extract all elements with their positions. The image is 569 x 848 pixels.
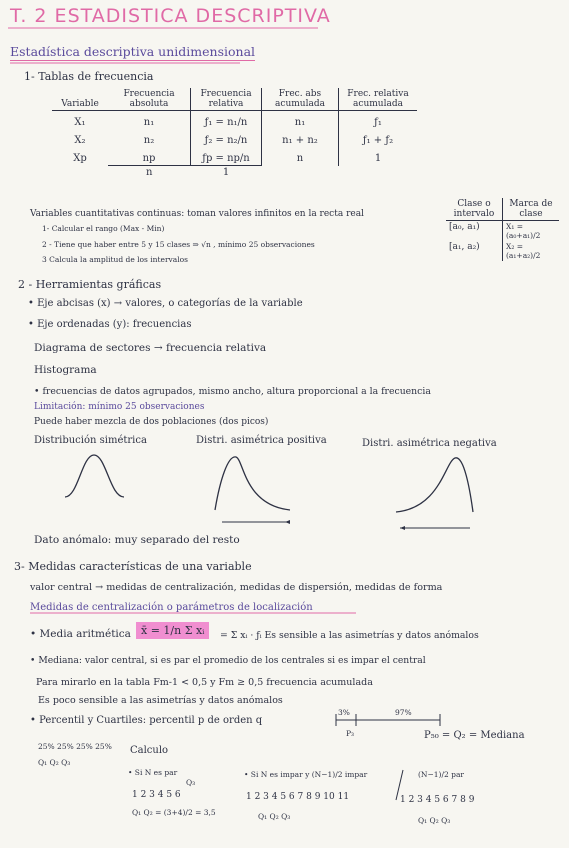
mediana-line: Es poco sensible a las asimetrías y datos anómalos bbox=[38, 695, 283, 706]
media-formula: x̄ = 1/n Σ xᵢ bbox=[136, 622, 209, 639]
quartile-percentages: 25% 25% 25% 25% bbox=[38, 742, 112, 751]
case-par-q3: Q₃ bbox=[186, 778, 196, 787]
section-2-title: 2 - Herramientas gráficas bbox=[18, 278, 162, 291]
negative-skew-curve bbox=[396, 458, 473, 512]
tool-item: Puede haber mezcla de dos poblaciones (dos picos) bbox=[34, 417, 269, 427]
col-header: Frecuencia relativa bbox=[191, 88, 262, 111]
tool-item: Limitación: mínimo 25 observaciones bbox=[34, 402, 205, 412]
case-impar-seq: 1 2 3 4 5 6 7 8 9 10 11 bbox=[246, 792, 350, 802]
cell: n₁ bbox=[143, 117, 155, 128]
case-impar2-seq: 1 2 3 4 5 6 7 8 9 bbox=[400, 795, 475, 805]
col-header: Frecuencia absoluta bbox=[108, 88, 191, 111]
cell: n bbox=[146, 167, 153, 178]
cell: [a₀, a₁) bbox=[449, 222, 480, 232]
step: 1- Calcular el rango (Max - Min) bbox=[42, 224, 165, 233]
mediana-line: • Mediana: valor central, si es par el promedio de los centrales si es impar el central bbox=[30, 655, 426, 666]
cell: n bbox=[262, 147, 339, 166]
case-par-title: • Si N es par bbox=[128, 768, 178, 777]
tool-item: Diagrama de sectores → frecuencia relativa bbox=[34, 342, 267, 354]
table-row bbox=[52, 129, 417, 147]
class-interval-table bbox=[446, 198, 559, 261]
dist-label: Distri. asimétrica positiva bbox=[196, 435, 327, 446]
cell: 1 bbox=[222, 167, 230, 178]
case-impar-q: Q₁ Q₂ Q₃ bbox=[258, 812, 291, 821]
step: 3 Calcula la amplitud de los intervalos bbox=[42, 255, 189, 264]
positive-skew-curve bbox=[215, 457, 290, 510]
tool-item: • Eje ordenadas (y): frecuencias bbox=[28, 319, 192, 330]
cell: 1 bbox=[339, 147, 418, 166]
cell: Xp bbox=[73, 153, 87, 165]
mediana-line: Para mirarlo en la tabla Fm-1 < 0,5 y Fm ≥ 0,5 frecuencia acumulada bbox=[36, 677, 373, 688]
media-label: • Media aritmética bbox=[30, 628, 131, 640]
variables-line: Variables cuantitativas continuas: toman valores infinitos en la recta real bbox=[30, 209, 364, 219]
frequency-table bbox=[52, 88, 417, 179]
percentil-line: • Percentil y Cuartiles: percentil p de orden q bbox=[30, 715, 263, 726]
tool-item: • frecuencias de datos agrupados, mismo ancho, altura proporcional a la frecuencia bbox=[34, 386, 431, 397]
tool-item: • Eje abcisas (x) → valores, o categorías de la variable bbox=[28, 298, 303, 309]
section-3-line: valor central → medidas de centralización, medidas de dispersión, medidas de forma bbox=[30, 582, 443, 593]
dist-label: Distri. asimétrica negativa bbox=[362, 438, 497, 449]
case-par-q: Q₁ Q₂ = (3+4)/2 = 3,5 bbox=[132, 808, 216, 817]
cell: n₁ + n₂ bbox=[262, 129, 339, 147]
cell bbox=[262, 166, 339, 180]
table-row bbox=[52, 111, 417, 130]
quartile-labels: Q₁ Q₂ Q₃ bbox=[38, 758, 71, 767]
symmetric-curve bbox=[65, 455, 124, 497]
dist-label: Distribución simétrica bbox=[34, 435, 147, 446]
case-impar-title: • Si N es impar y (N−1)/2 impar bbox=[244, 770, 368, 779]
cell: ƒp = np/n bbox=[191, 147, 262, 166]
cell: ƒ₁ = n₁/n bbox=[191, 111, 262, 130]
case-impar2-title: (N−1)/2 par bbox=[418, 770, 465, 779]
p50-equation: P₅₀ = Q₂ = Mediana bbox=[424, 730, 525, 741]
case-impar2-q: Q₁ Q₂ Q₃ bbox=[418, 816, 451, 825]
cell: ƒ₂ = n₂/n bbox=[191, 129, 262, 147]
p-label-right: 97% bbox=[395, 708, 412, 717]
media-note: = Σ xᵢ · ƒᵢ Es sensible a las asimetrías y datos anómalos bbox=[220, 630, 479, 641]
col-header: Frec. abs acumulada bbox=[262, 88, 339, 111]
cell bbox=[339, 166, 418, 180]
cell: np bbox=[108, 147, 191, 166]
step: 2 - Tiene que haber entre 5 y 15 clases ⇒ √n , mínimo 25 observaciones bbox=[42, 240, 315, 249]
cell: X₂ bbox=[74, 135, 86, 146]
col-header: Frec. relativa acumulada bbox=[339, 88, 418, 111]
cell: ƒ₁ bbox=[339, 111, 418, 130]
cell: [a₁, a₂) bbox=[449, 242, 480, 252]
cell: n₂ bbox=[143, 135, 155, 146]
tool-item: Histograma bbox=[34, 364, 97, 376]
col-header: Clase o intervalo bbox=[446, 198, 503, 221]
section-subtitle: Estadística descriptiva unidimensional bbox=[10, 44, 256, 59]
section-1-title: 1- Tablas de frecuencia bbox=[24, 70, 154, 83]
case-par-seq: 1 2 3 4 5 6 bbox=[132, 790, 181, 800]
col-header: Variable bbox=[52, 88, 108, 111]
table-row bbox=[52, 147, 417, 166]
cell: n₁ bbox=[262, 111, 339, 130]
p-label-left: 3% bbox=[338, 708, 350, 717]
cell: X₁ bbox=[74, 117, 86, 128]
table-row-totals bbox=[52, 166, 417, 180]
cell: ƒ₁ + ƒ₂ bbox=[339, 129, 418, 147]
cell bbox=[52, 166, 108, 180]
calculo-label: Calculo bbox=[130, 745, 169, 756]
section-3-subtitle: Medidas de centralización o parámetros de localización bbox=[30, 602, 313, 613]
p3-label: P₃ bbox=[346, 729, 355, 738]
outlier-note: Dato anómalo: muy separado del resto bbox=[34, 534, 240, 546]
col-header: Marca de clase bbox=[503, 198, 560, 221]
cell: X₁ = (a₀+a₁)/2 bbox=[503, 221, 560, 242]
section-3-title: 3- Medidas características de una variable bbox=[14, 560, 252, 573]
cell: X₂ = (a₁+a₂)/2 bbox=[503, 241, 560, 261]
page-title: T. 2 ESTADISTICA DESCRIPTIVA bbox=[10, 5, 331, 27]
